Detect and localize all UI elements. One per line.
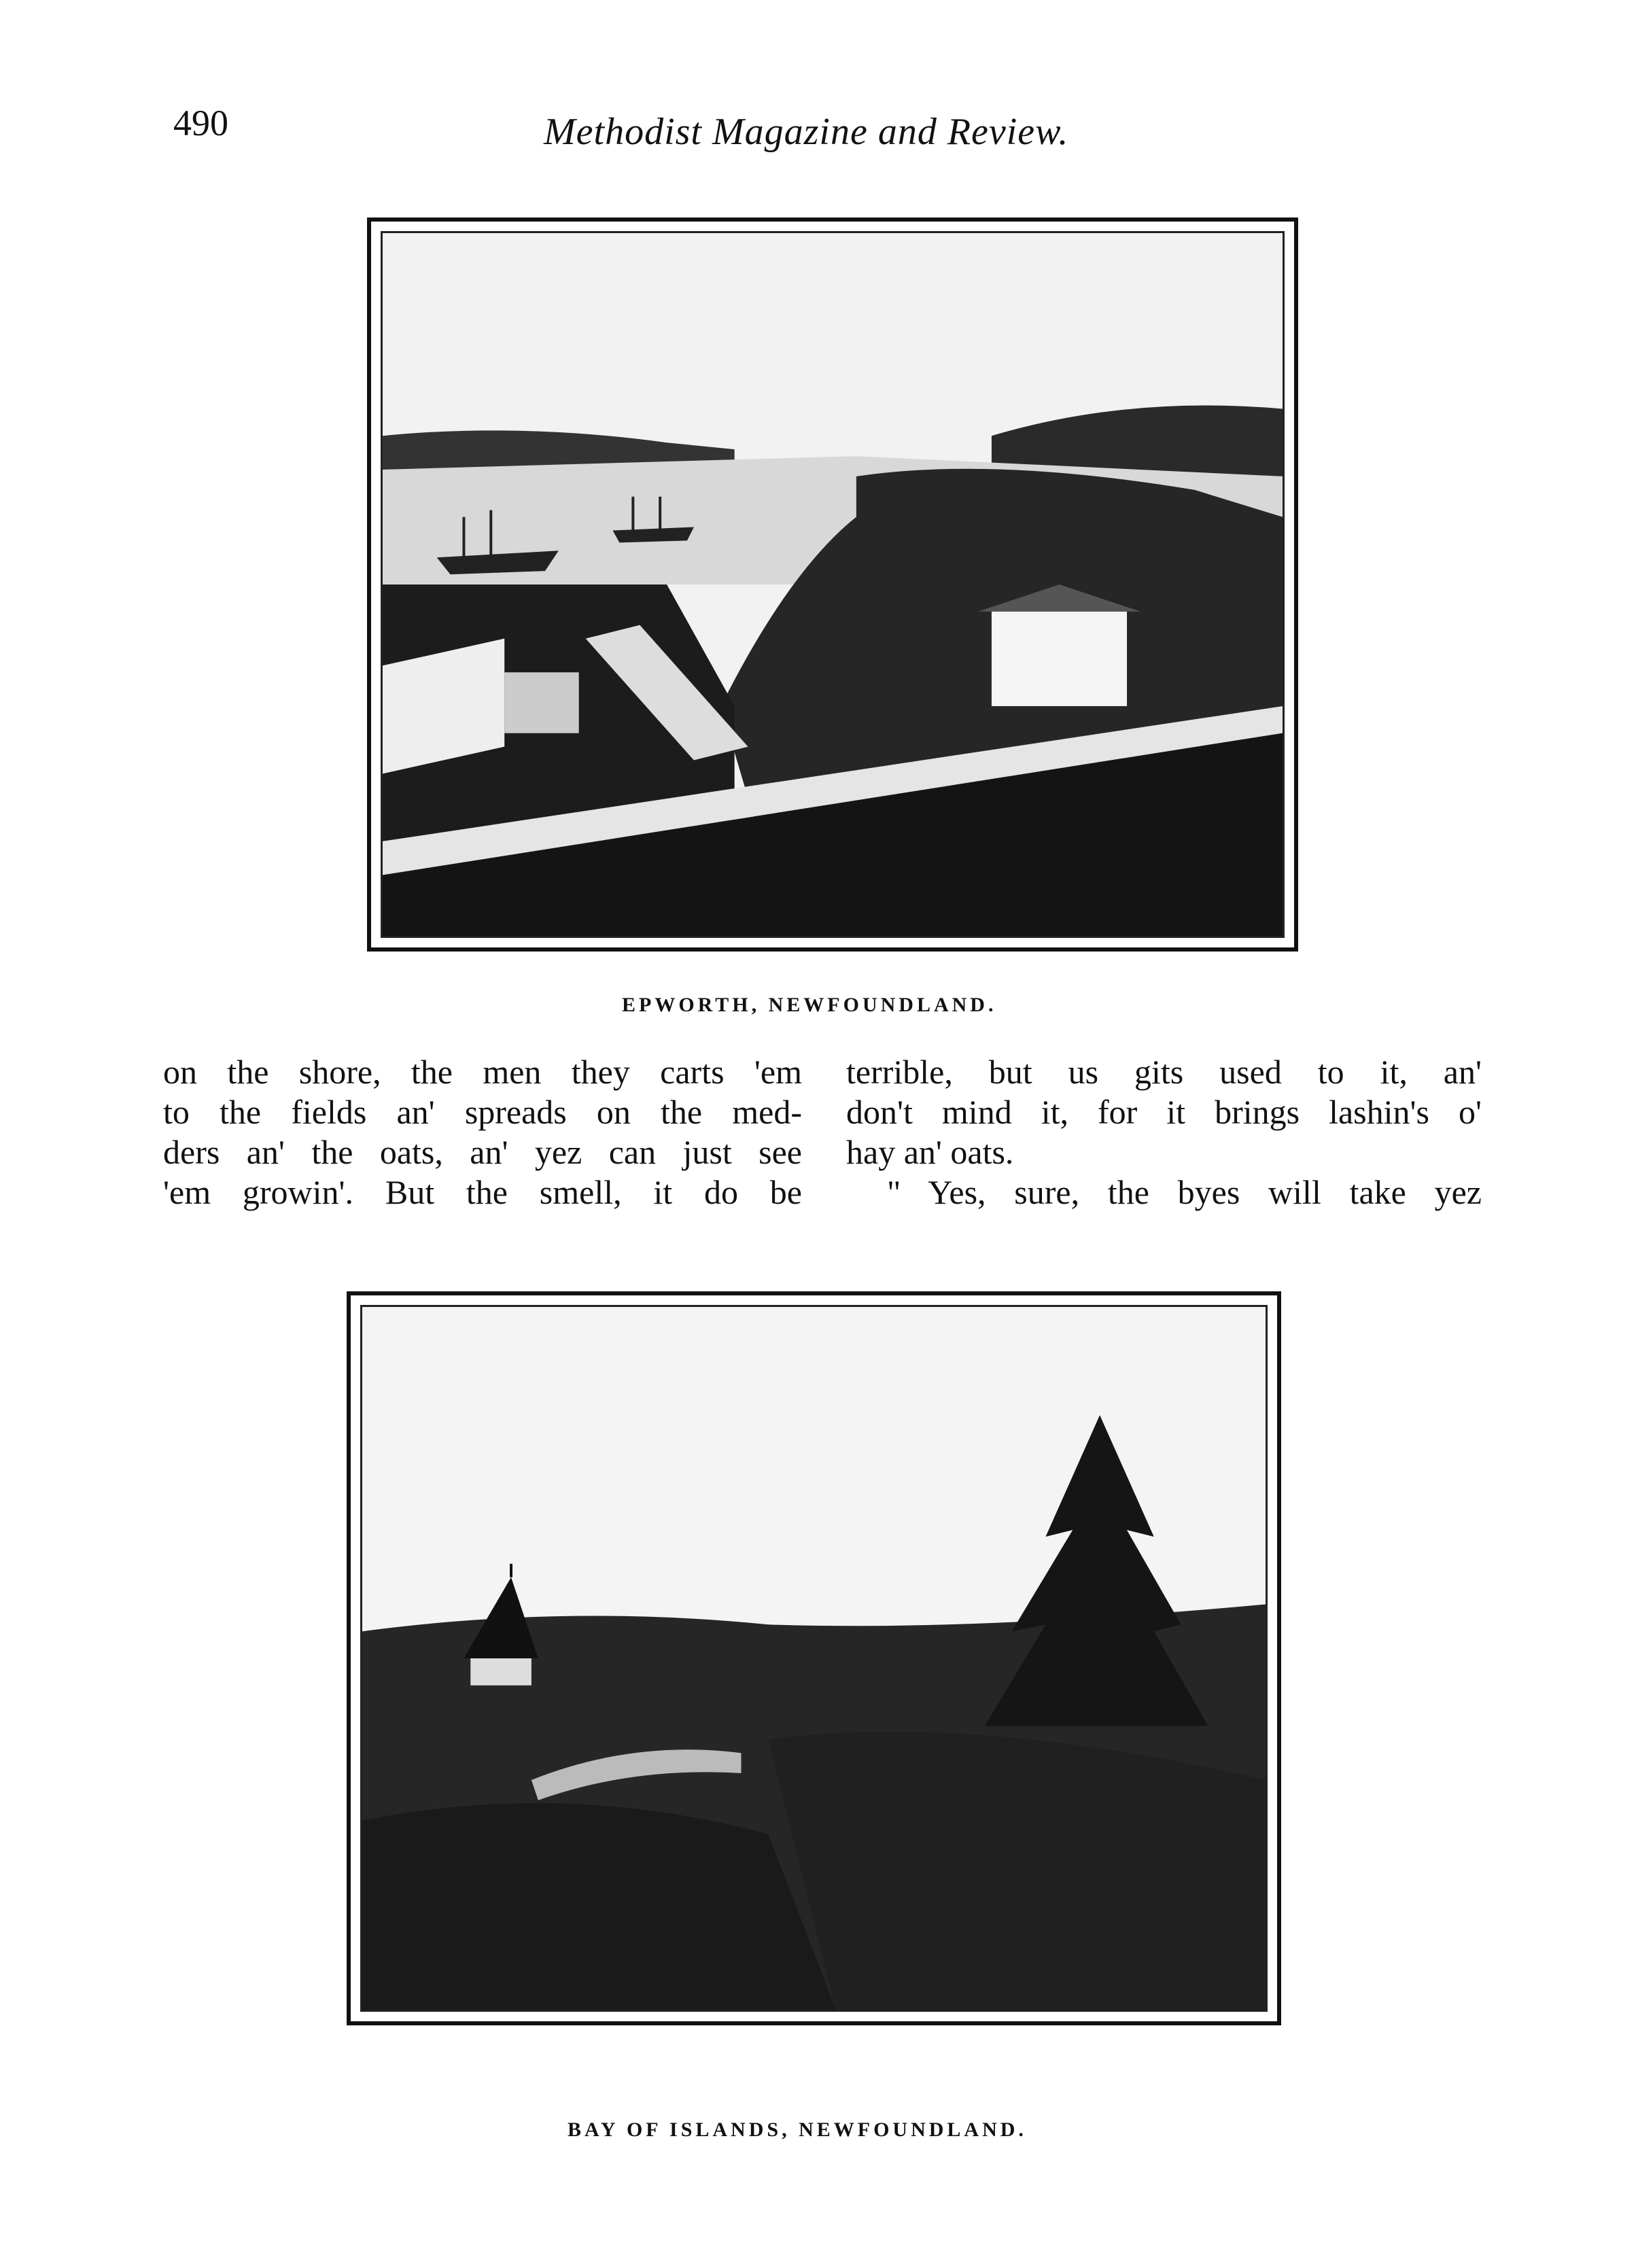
page-number: 490 (173, 103, 228, 143)
text-line: hay an' oats. (846, 1133, 1014, 1171)
text-column-right (846, 1052, 1482, 1212)
figure-caption: BAY OF ISLANDS, NEWFOUNDLAND. (568, 2118, 1027, 2141)
text-line: to the fields an' spreads on the med- (163, 1093, 802, 1131)
bay-of-islands-photo (347, 1291, 1281, 2025)
figure-caption: EPWORTH, NEWFOUNDLAND. (622, 994, 997, 1016)
text-column-left (163, 1052, 802, 1212)
text-line: 'em growin'. But the smell, it do be (163, 1173, 802, 1211)
text-line: ders an' the oats, an' yez can just see (163, 1133, 802, 1171)
text-line: " Yes, sure, the byes will take yez (887, 1173, 1482, 1211)
epworth-photo (367, 217, 1298, 952)
text-line: terrible, but us gits used to it, an' (846, 1053, 1482, 1091)
running-head: Methodist Magazine and Review. (544, 111, 1069, 153)
text-line: on the shore, the men they carts 'em (163, 1053, 802, 1091)
text-line: don't mind it, for it brings lashin's o' (846, 1093, 1482, 1131)
